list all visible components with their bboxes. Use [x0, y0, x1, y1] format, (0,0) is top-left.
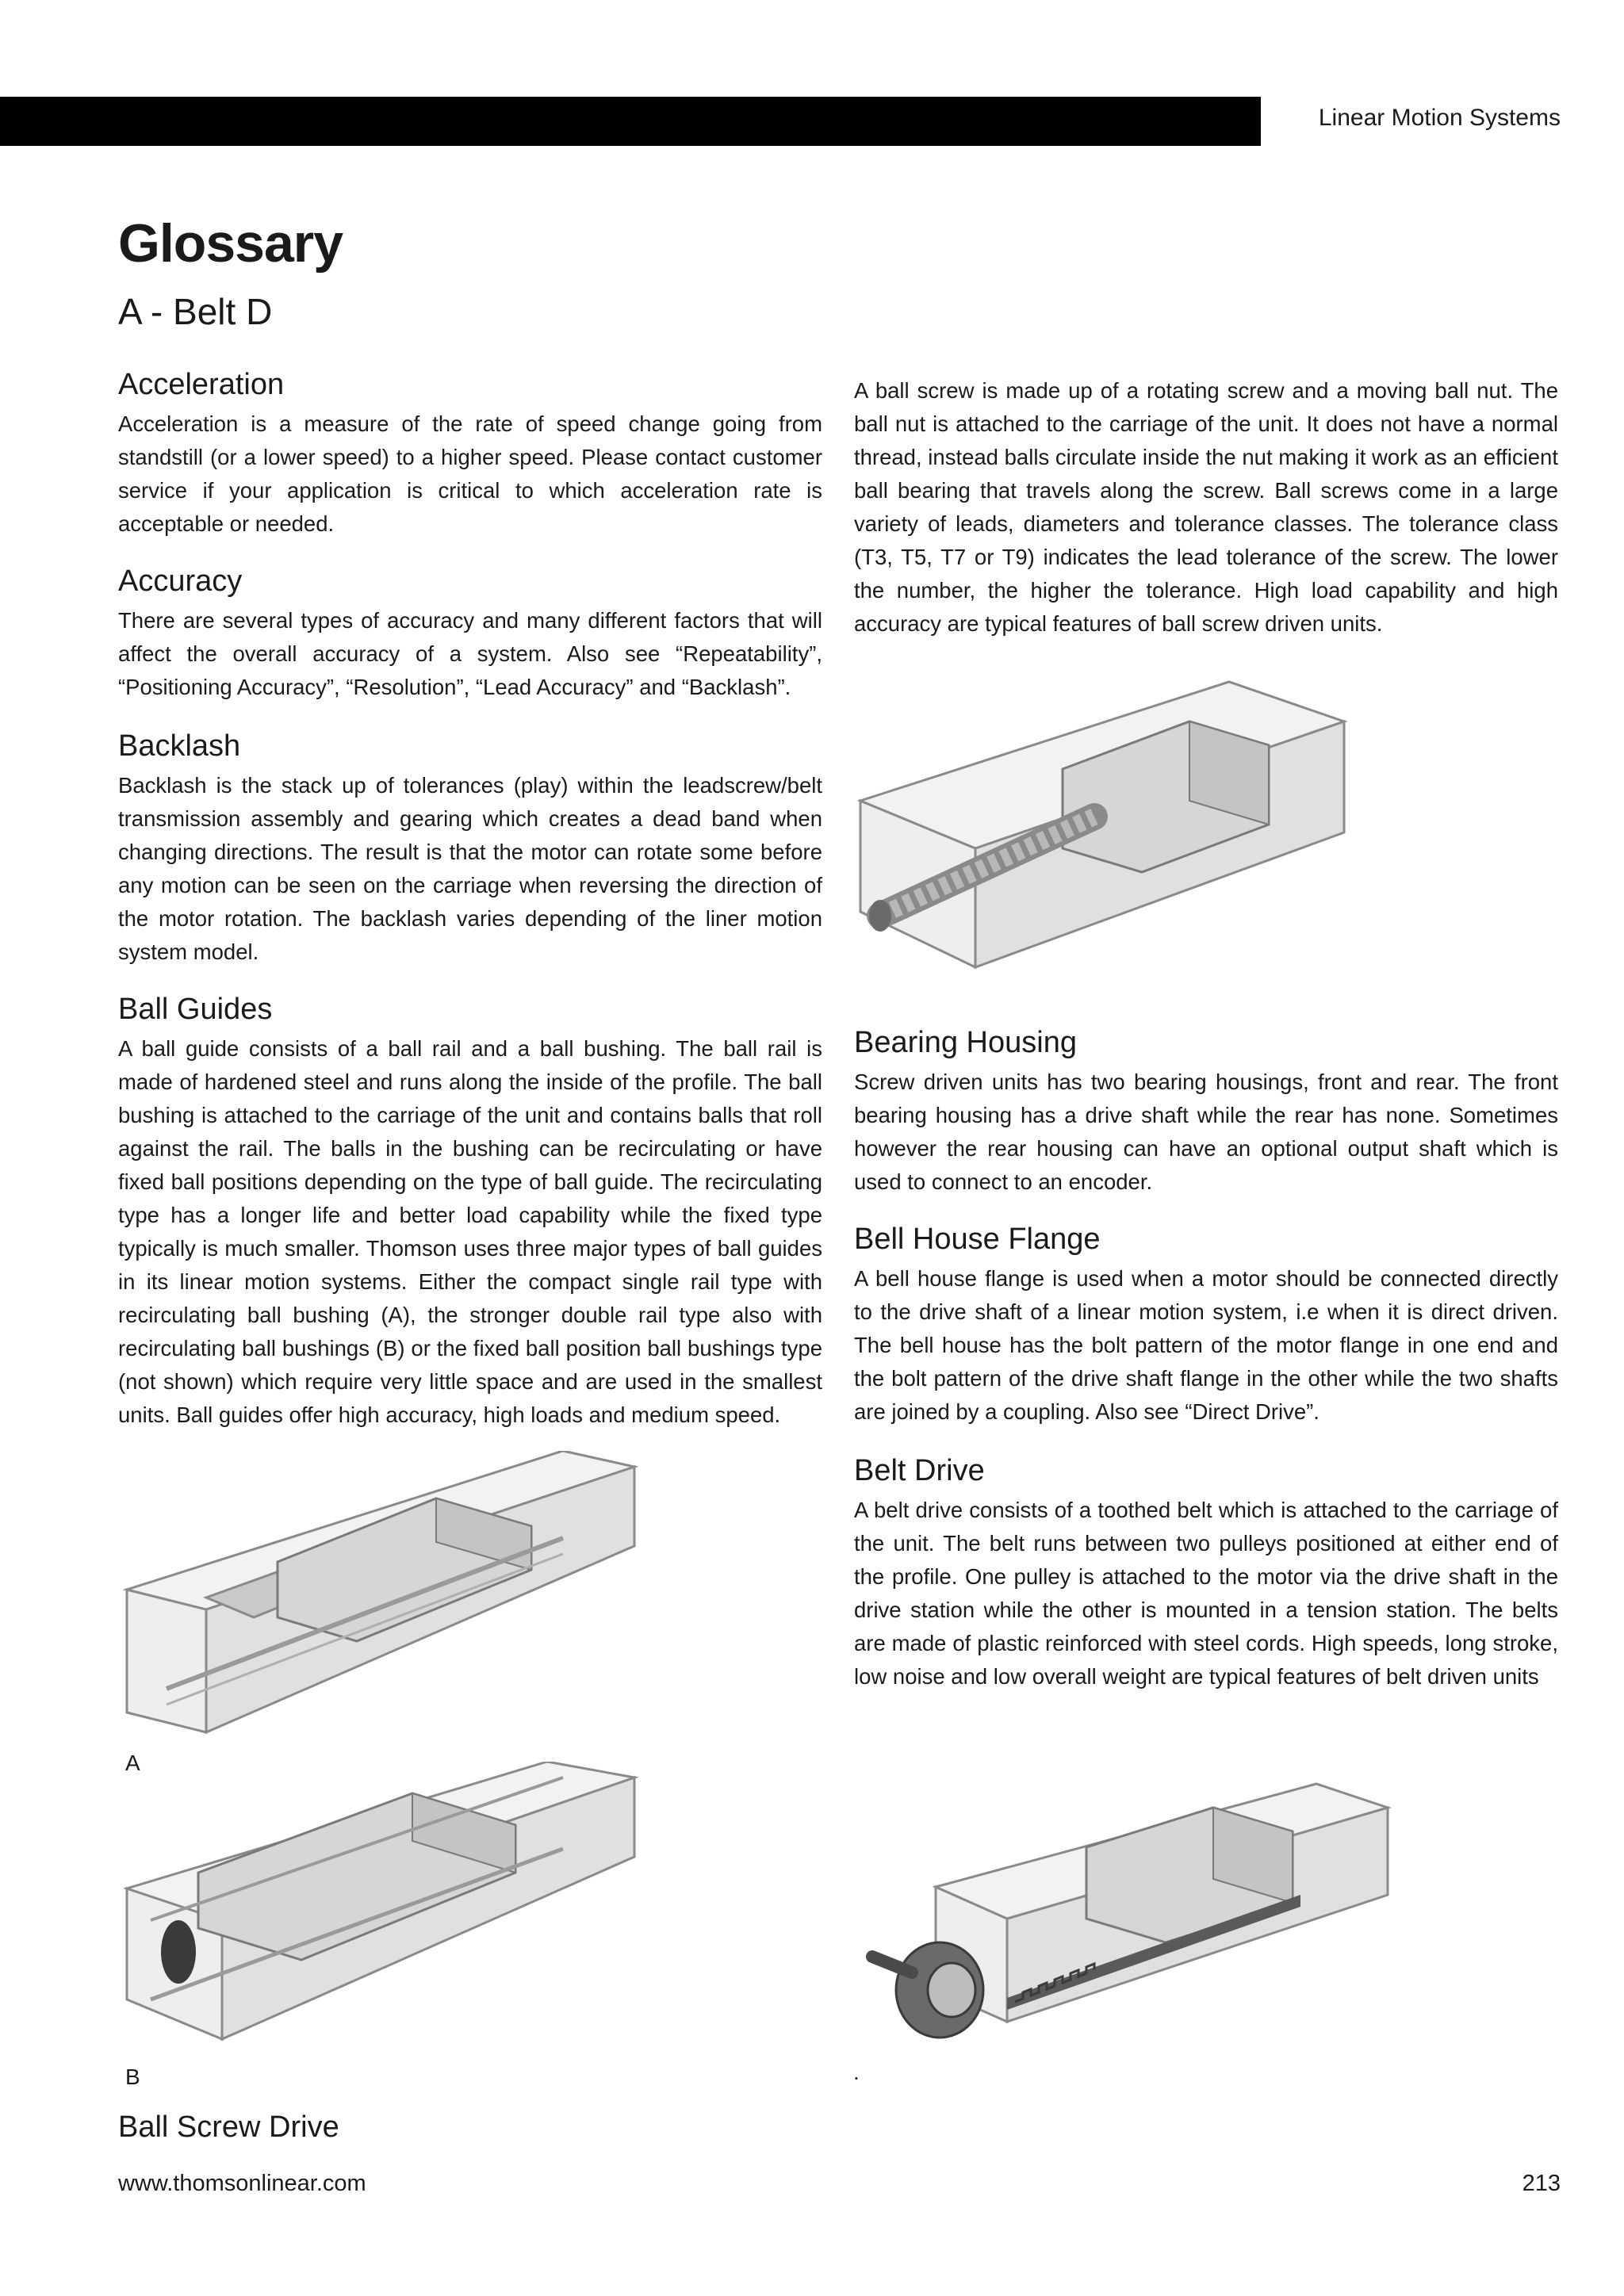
entry-bell-house-flange [854, 1221, 1558, 1429]
entry-body: A bell house flange is used when a motor should be connected directly to the drive shaft of a linear motion system, i.e when it is direct driven. The bell house has the bolt pattern of the motor flange in one end and the bolt pattern of the drive shaft flange in the other while the two shafts are joined by a coupling. Also see “Direct Drive”. [854, 1265, 1558, 1424]
ball-screw-drive-text: A ball screw is made up of a rotating screw and a moving ball nut. The ball nut is attached to the carriage of the unit. It does not have a normal thread, instead balls circulate inside the nut making it work as an efficient ball bearing that travels along the screw. Ball screws come in a large variety of leads, diameters and tolerance classes. The tolerance class (T3, T5, T7 or T9) indicates the lead tolerance of the screw. The lower the number, the higher the tolerance. High load capability and high accuracy are typical features of ball screw driven units. [854, 378, 1558, 636]
entry-body: Backlash is the stack up of tolerances (play) within the leadscrew/belt transmission assembly and gearing which creates a dead band when changing directions. The result is that the motor can rotate some before any motion can be seen on the carriage when reversing the direction of the motor rotation. The backlash varies depending of the liner motion system model. [118, 772, 822, 964]
belt-drive-figure [856, 1760, 1396, 2061]
entry-heading: Bearing Housing [854, 1026, 1077, 1059]
header-bar [0, 97, 1261, 146]
header-section-title: Linear Motion Systems [1318, 105, 1561, 131]
entry-heading: Bell House Flange [854, 1223, 1101, 1256]
entry-acceleration [118, 366, 822, 541]
figure-label-b: B [125, 2064, 140, 2089]
ball-guide-a-figure [119, 1451, 642, 1752]
stray-mark: . [853, 2060, 860, 2084]
entry-body: Acceleration is a measure of the rate of speed change going from standstill (or a lower speed) to a higher speed. Please contact customer service if your application is critical to which acceleration rate is acceptable or needed. [118, 411, 822, 536]
entry-backlash [118, 728, 822, 969]
entry-ball-screw-drive [118, 2109, 822, 2150]
page-title: Glossary [118, 213, 343, 274]
entry-ball-guides [118, 991, 822, 1432]
footer-url[interactable]: www.thomsonlinear.com [118, 2171, 366, 2196]
entry-accuracy [118, 563, 822, 704]
ball-screw-figure [856, 674, 1348, 975]
entry-body: There are several types of accuracy and many different factors that will affect the overall accuracy of a system. Also see “Repeatability”, “Positioning Accuracy”, “Resolution”, “Lead Accuracy” and “Backlash”. [118, 607, 822, 699]
page-number: 213 [1522, 2171, 1561, 2196]
double-rail-ball-guide-illustration-icon [119, 1762, 642, 2055]
entry-heading: Ball Screw Drive [118, 2110, 339, 2144]
entry-body: Screw driven units has two bearing housings, front and rear. The front bearing housing has a drive shaft while the rear has none. Sometimes however the rear housing can have an optional output shaft which is used to connect to an encoder. [854, 1069, 1558, 1194]
entry-bearing-housing [854, 1024, 1558, 1199]
belt-drive-unit-illustration-icon [856, 1760, 1396, 2061]
entry-heading: Ball Guides [118, 993, 273, 1026]
entry-belt-drive [854, 1452, 1558, 1693]
entry-body: A ball guide consists of a ball rail and a ball bushing. The ball rail is made of hardened steel and runs along the inside of the profile. The ball bushing is attached to the carriage of the unit and contains balls that roll against the rail. The balls in the bushing can be recirculating or have fixed ball positions depending on the type of ball guide. The recirculating type has a longer life and better load capability while the fixed type typically is much smaller. Thomson uses three major types of ball guides in its linear motion systems. Either the compact single rail type with recirculating ball bushing (A), the stronger double rail type also with recirculating ball bushings (B) or the fixed ball position ball bushings type (not shown) which require very little space and are used in the smallest units. Ball guides offer high accuracy, high loads and medium speed. [118, 1035, 822, 1427]
entry-heading: Belt Drive [854, 1454, 985, 1487]
entry-heading: Accuracy [118, 564, 243, 598]
ball-guide-b-figure [119, 1762, 642, 2055]
ball-screw-unit-illustration-icon [856, 674, 1348, 975]
figure-label-a: A [125, 1751, 140, 1775]
single-rail-ball-guide-illustration-icon [119, 1451, 642, 1752]
entry-heading: Acceleration [118, 368, 285, 401]
page-subtitle: A - Belt D [118, 291, 273, 332]
entry-heading: Backlash [118, 729, 241, 763]
entry-body: A belt drive consists of a toothed belt which is attached to the carriage of the unit. The belt runs between two pulleys positioned at either end of the profile. One pulley is attached to the motor via the drive shaft in the drive station while the other is mounted in a tension station. The belts are made of plastic reinforced with steel cords. High speeds, long stroke, low noise and low overall weight are typical features of belt driven units [854, 1497, 1558, 1689]
